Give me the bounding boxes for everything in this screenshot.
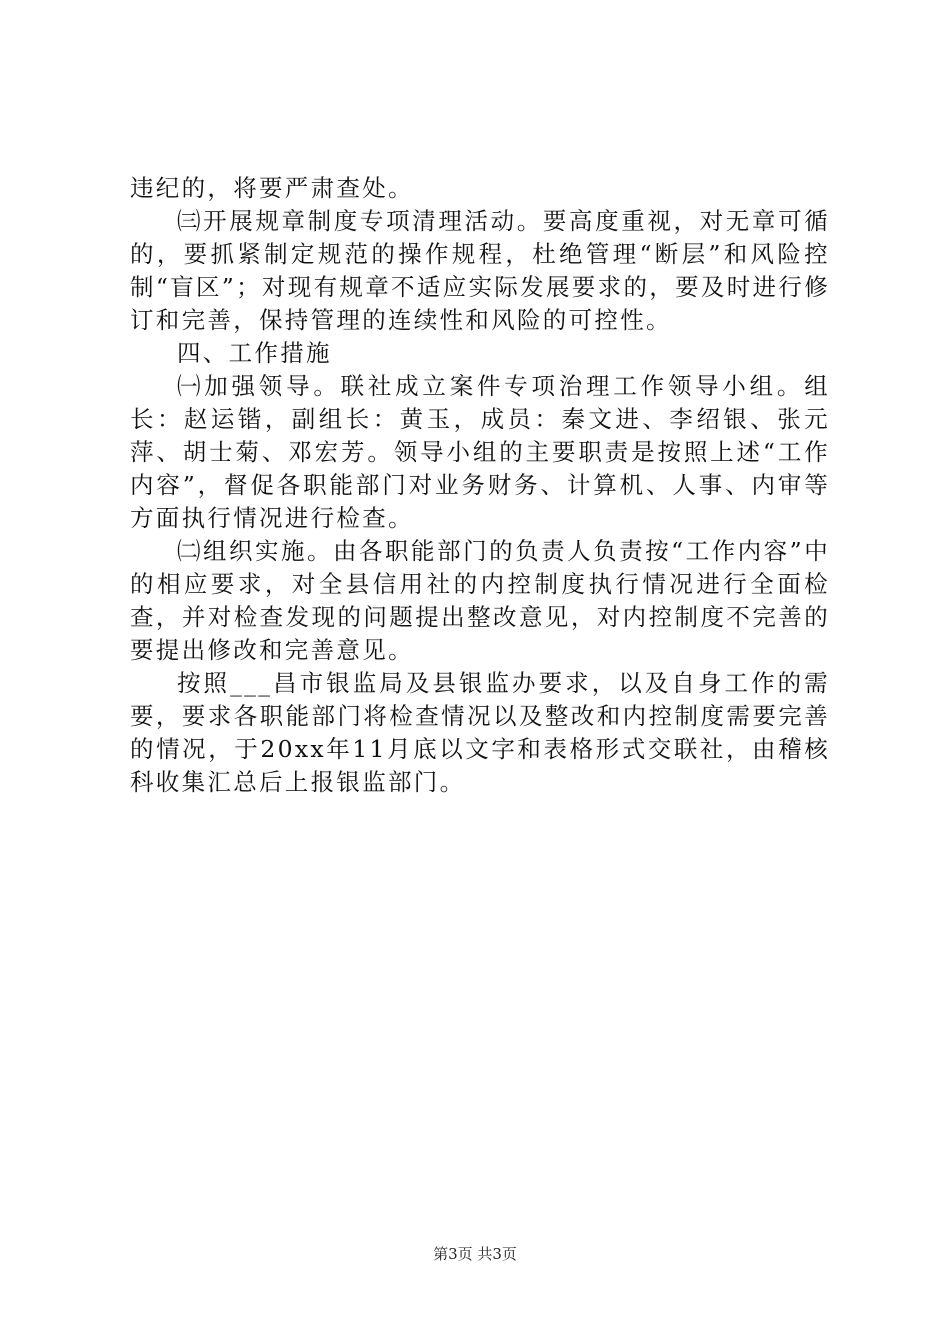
section-heading: 四、工作措施 [177, 339, 332, 367]
page-number-footer: 第3页 共3页 [433, 1245, 517, 1263]
paragraph-1: 违纪的，将要严肃查处。 [130, 174, 414, 202]
paragraph-4: ㈡组织实施。由各职能部门的负责人负责按“工作内容”中的相应要求，对全县信用社的内控制度执行情况进行全面检查，并对检查发现的问题提出整改意见，对内控制度不完善的要提出修改和完善意见。 [130, 537, 830, 664]
paragraph-2: ㈢开展规章制度专项清理活动。要高度重视，对无章可循的，要抓紧制定规范的操作规程，杜绝管理“断层”和风险控制“盲区”；对现有规章不适应实际发展要求的，要及时进行修订和完善，保持管理的连续性和风险的可控性。 [130, 207, 830, 334]
document-body [130, 172, 830, 799]
paragraph-3: ㈠加强领导。联社成立案件专项治理工作领导小组。组长：赵运锴，副组长：黄玉，成员：秦文进、李绍银、张元萍、胡士菊、邓宏芳。领导小组的主要职责是按照上述“工作内容”，督促各职能部门对业务财务、计算机、人事、内审等方面执行情况进行检查。 [130, 372, 830, 532]
paragraph-5: 按照___昌市银监局及县银监办要求，以及自身工作的需要，要求各职能部门将检查情况以及整改和内控制度需要完善的情况，于20xx年11月底以文字和表格形式交联社，由稽核科收集汇总后上报银监部门。 [130, 669, 830, 796]
